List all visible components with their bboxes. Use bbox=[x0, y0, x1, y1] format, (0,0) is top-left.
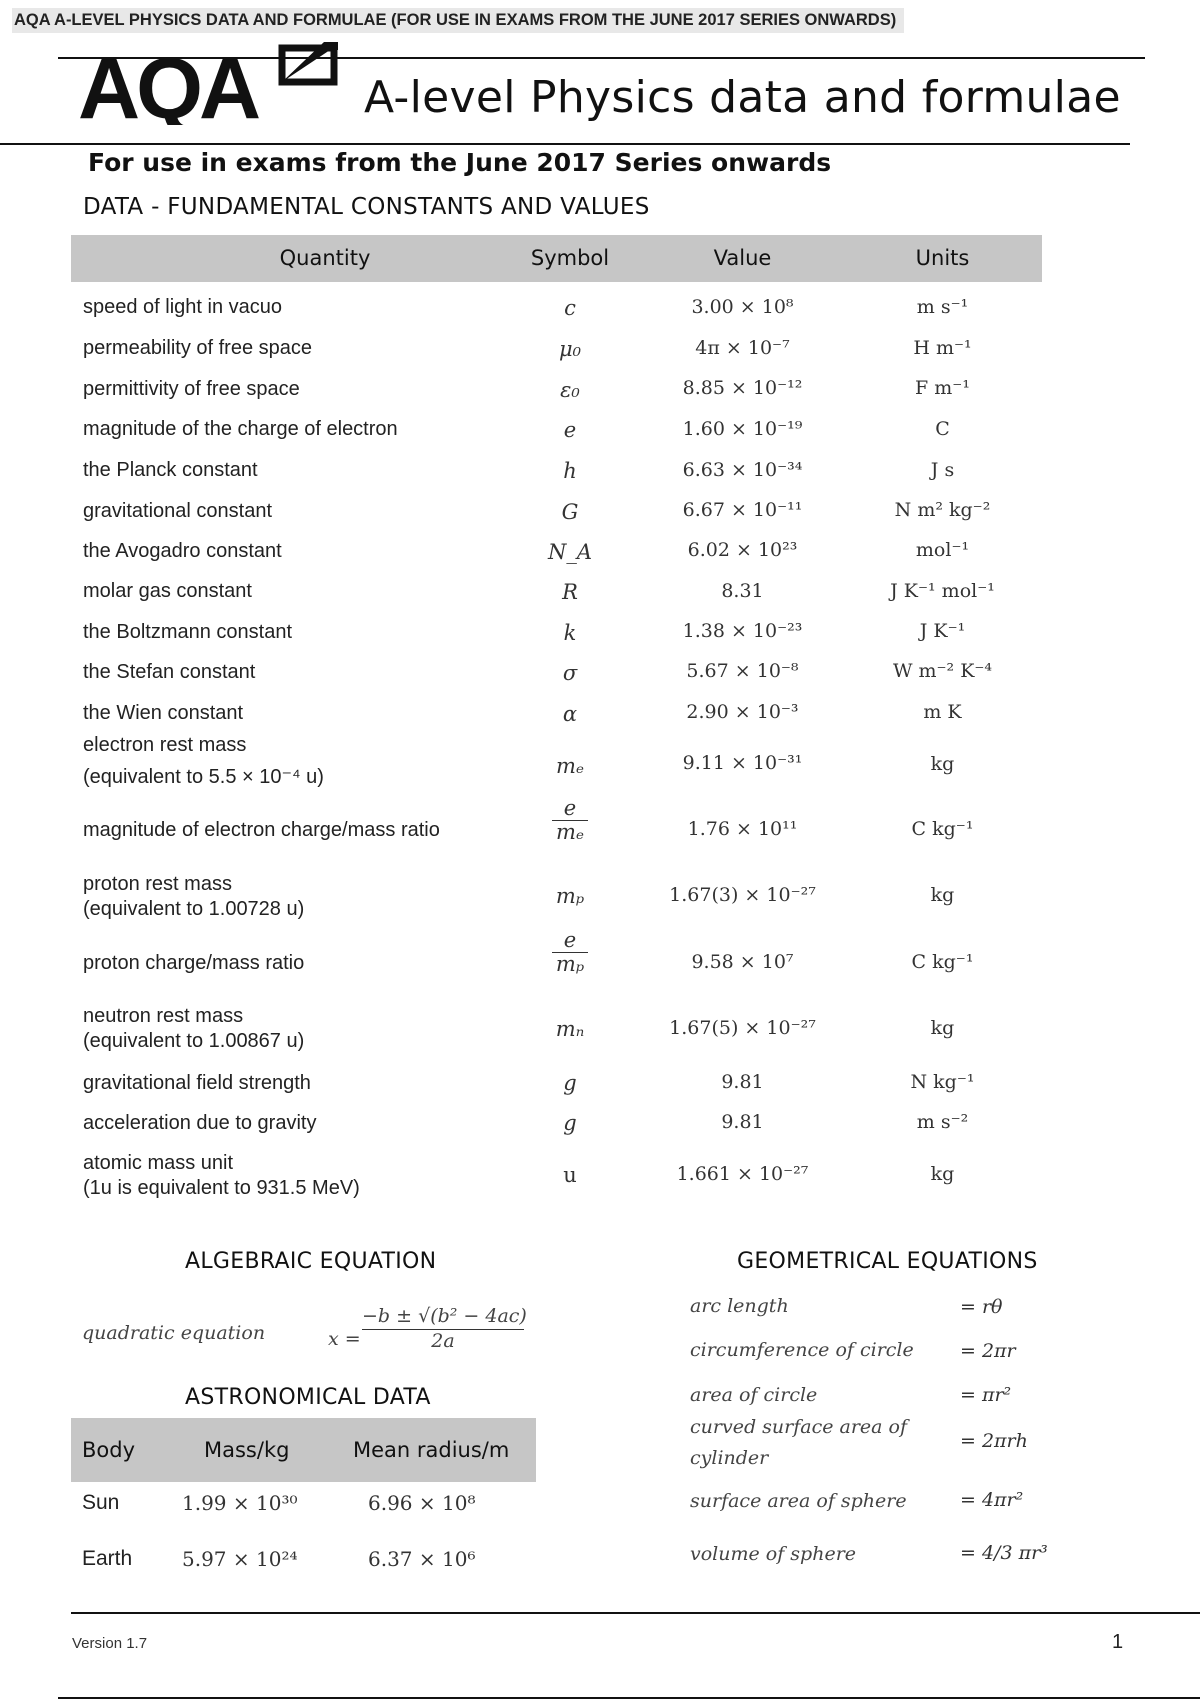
table-row-value: 8.85 × 10⁻¹² bbox=[682, 377, 803, 399]
table-row-symbol: mₑ bbox=[555, 754, 585, 778]
table-row-value: 1.60 × 10⁻¹⁹ bbox=[682, 418, 803, 440]
geo-row-label: volume of sphere bbox=[690, 1543, 857, 1565]
page-title: A-level Physics data and formulae bbox=[364, 72, 1121, 123]
table-row-quantity: gravitational field strength bbox=[83, 1072, 311, 1094]
symbol-numerator: e bbox=[552, 797, 588, 821]
table-row-value: 9.11 × 10⁻³¹ bbox=[682, 752, 803, 774]
page-number: 1 bbox=[1112, 1631, 1124, 1653]
version-label: Version 1.7 bbox=[72, 1635, 148, 1652]
table-row-quantity: speed of light in vacuo bbox=[83, 296, 283, 318]
footer-rule-bottom bbox=[58, 1697, 1200, 1699]
table-row-units: kg bbox=[930, 1017, 955, 1039]
astro-row-radius: 6.37 × 10⁶ bbox=[368, 1547, 476, 1571]
table-row-symbol: u bbox=[563, 1163, 577, 1187]
quadratic-numerator: −b ± √(b² − 4ac) bbox=[362, 1305, 524, 1330]
table-row-quantity: acceleration due to gravity bbox=[83, 1112, 317, 1134]
astro-row-body: Earth bbox=[82, 1547, 133, 1570]
table-row-value: 1.661 × 10⁻²⁷ bbox=[676, 1163, 809, 1185]
table-row-units: C bbox=[935, 418, 950, 440]
table-row-units: J K⁻¹ mol⁻¹ bbox=[890, 580, 995, 602]
astro-row-radius: 6.96 × 10⁸ bbox=[368, 1491, 476, 1515]
geo-row-label: surface area of sphere bbox=[690, 1490, 907, 1512]
table-row-symbol: ε₀ bbox=[560, 378, 580, 402]
document-banner: AQA A-LEVEL PHYSICS DATA AND FORMULAE (FOR USE IN EXAMS FROM THE JUNE 2017 SERIES ONWARDS) bbox=[12, 8, 904, 33]
table-row-units: H m⁻¹ bbox=[913, 337, 972, 359]
quadratic-lhs: x = bbox=[328, 1328, 361, 1350]
col-header-value: Value bbox=[713, 246, 772, 270]
astro-row-body: Sun bbox=[82, 1491, 120, 1514]
table-row-units: m s⁻² bbox=[916, 1111, 969, 1133]
geometrical-section-title: GEOMETRICAL EQUATIONS bbox=[737, 1249, 1038, 1274]
table-row-symbol: c bbox=[564, 296, 576, 320]
geo-row-formula: = rθ bbox=[960, 1296, 1003, 1318]
table-row-symbol: σ bbox=[562, 661, 578, 685]
table-row-symbol: g bbox=[563, 1111, 577, 1135]
table-row-value: 9.81 bbox=[721, 1071, 764, 1093]
table-row-value: 5.67 × 10⁻⁸ bbox=[686, 660, 799, 682]
table-row-quantity bbox=[83, 733, 324, 790]
table-row-units: kg bbox=[930, 1163, 955, 1185]
table-row-symbol: g bbox=[563, 1071, 577, 1095]
quantity-main: proton rest mass bbox=[83, 873, 232, 895]
table-row-quantity: permeability of free space bbox=[83, 337, 313, 359]
quantity-note: (1u is equivalent to 931.5 MeV) bbox=[83, 1177, 360, 1199]
table-row-quantity: proton charge/mass ratio bbox=[83, 952, 305, 974]
quantity-note: (equivalent to 5.5 × 10⁻⁴ u) bbox=[83, 766, 324, 788]
table-row-quantity: the Avogadro constant bbox=[83, 540, 282, 562]
table-row-symbol: k bbox=[563, 621, 577, 645]
aqa-logo bbox=[76, 40, 346, 125]
astro-col-mass: Mass/kg bbox=[204, 1438, 290, 1462]
quadratic-equation-label: quadratic equation bbox=[82, 1322, 266, 1344]
page-subtitle: For use in exams from the June 2017 Series onwards bbox=[88, 148, 832, 177]
quantity-note: (equivalent to 1.00867 u) bbox=[83, 1030, 305, 1052]
table-row-symbol: mₙ bbox=[555, 1017, 585, 1041]
quantity-main: electron rest mass bbox=[83, 734, 247, 756]
table-row-units: W m⁻² K⁻⁴ bbox=[892, 660, 993, 682]
astro-row-mass: 5.97 × 10²⁴ bbox=[182, 1547, 298, 1571]
col-header-symbol: Symbol bbox=[530, 246, 610, 270]
quadratic-fraction bbox=[362, 1305, 527, 1352]
table-row-symbol: R bbox=[562, 580, 578, 604]
table-row-units: mol⁻¹ bbox=[915, 539, 970, 561]
table-row-units: C kg⁻¹ bbox=[911, 951, 974, 973]
quantity-main: neutron rest mass bbox=[83, 1005, 244, 1027]
astronomical-section-title: ASTRONOMICAL DATA bbox=[185, 1385, 431, 1410]
geo-row-label: curved surface area of cylinder bbox=[690, 1416, 907, 1469]
quantity-note: (equivalent to 1.00728 u) bbox=[83, 898, 305, 920]
table-row-value: 9.58 × 10⁷ bbox=[691, 951, 794, 973]
table-row-quantity: gravitational constant bbox=[83, 500, 273, 522]
geo-row-formula: = 4πr² bbox=[960, 1489, 1024, 1511]
table-row-symbol: h bbox=[563, 459, 577, 483]
table-row-value: 6.67 × 10⁻¹¹ bbox=[682, 499, 803, 521]
table-row-quantity bbox=[83, 1151, 360, 1201]
aqa-logo-text: AQA bbox=[78, 41, 258, 125]
geo-row-formula: = 2πr bbox=[960, 1340, 1016, 1362]
table-row-quantity: the Planck constant bbox=[83, 459, 258, 481]
table-row-value: 1.67(3) × 10⁻²⁷ bbox=[669, 884, 816, 906]
table-row-quantity bbox=[83, 1004, 304, 1054]
table-row-symbol: α bbox=[562, 702, 578, 726]
table-row-quantity: the Boltzmann constant bbox=[83, 621, 293, 643]
geo-row-formula: = πr² bbox=[960, 1384, 1012, 1406]
table-row-symbol: μ₀ bbox=[558, 337, 582, 361]
table-row-quantity bbox=[83, 872, 304, 922]
table-row-quantity: magnitude of the charge of electron bbox=[83, 418, 398, 440]
table-row-units: kg bbox=[930, 884, 955, 906]
algebraic-section-title: ALGEBRAIC EQUATION bbox=[185, 1249, 437, 1274]
table-row-units: m s⁻¹ bbox=[916, 296, 969, 318]
table-row-units: N m² kg⁻² bbox=[894, 499, 991, 521]
table-row-value: 9.81 bbox=[721, 1111, 764, 1133]
table-row-value: 1.38 × 10⁻²³ bbox=[682, 620, 803, 642]
table-row-symbol bbox=[525, 797, 615, 844]
geo-row-label: area of circle bbox=[690, 1384, 818, 1406]
table-row-units: C kg⁻¹ bbox=[911, 818, 974, 840]
table-row-quantity: molar gas constant bbox=[83, 580, 252, 602]
table-row-symbol bbox=[525, 929, 615, 976]
geo-row-label: arc length bbox=[690, 1295, 789, 1317]
table-row-quantity: permittivity of free space bbox=[83, 378, 300, 400]
col-header-units: Units bbox=[915, 246, 970, 270]
table-row-value: 4π × 10⁻⁷ bbox=[695, 337, 790, 359]
table-row-value: 1.76 × 10¹¹ bbox=[687, 818, 798, 840]
geo-row-label: circumference of circle bbox=[690, 1339, 914, 1361]
astro-row-mass: 1.99 × 10³⁰ bbox=[182, 1491, 298, 1515]
table-row-quantity: magnitude of electron charge/mass ratio bbox=[83, 819, 440, 841]
symbol-denominator: mₚ bbox=[555, 952, 585, 977]
table-row-units: m K bbox=[923, 701, 962, 723]
table-row-units: N kg⁻¹ bbox=[910, 1071, 975, 1093]
table-row-value: 6.63 × 10⁻³⁴ bbox=[682, 459, 803, 481]
table-row-units: F m⁻¹ bbox=[915, 377, 970, 399]
table-row-units: J s bbox=[930, 459, 955, 481]
table-row-symbol: mₚ bbox=[555, 884, 585, 908]
geo-row-formula: = 4/3 πr³ bbox=[960, 1542, 1048, 1564]
footer-rule-top bbox=[71, 1612, 1200, 1614]
table-row-value: 2.90 × 10⁻³ bbox=[686, 701, 799, 723]
table-row-units: kg bbox=[930, 753, 955, 775]
symbol-numerator: e bbox=[552, 929, 588, 953]
table-row-symbol: e bbox=[563, 418, 577, 442]
table-row-symbol: N_A bbox=[547, 540, 593, 564]
table-row-value: 3.00 × 10⁸ bbox=[691, 296, 794, 318]
constants-section-title: DATA - FUNDAMENTAL CONSTANTS AND VALUES bbox=[83, 194, 650, 220]
table-row-value: 1.67(5) × 10⁻²⁷ bbox=[669, 1017, 816, 1039]
astro-col-radius: Mean radius/m bbox=[353, 1438, 510, 1462]
quadratic-denominator: 2a bbox=[431, 1330, 455, 1352]
table-row-quantity: the Wien constant bbox=[83, 702, 244, 724]
astro-col-body: Body bbox=[82, 1438, 136, 1462]
table-row-value: 8.31 bbox=[721, 580, 764, 602]
geo-row-formula: = 2πrh bbox=[960, 1430, 1028, 1452]
table-row-symbol: G bbox=[561, 500, 579, 524]
header-rule-bottom bbox=[0, 143, 1130, 145]
symbol-denominator: mₑ bbox=[555, 820, 585, 845]
col-header-quantity: Quantity bbox=[279, 246, 371, 270]
quantity-main: atomic mass unit bbox=[83, 1152, 234, 1174]
table-row-quantity: the Stefan constant bbox=[83, 661, 256, 683]
table-row-units: J K⁻¹ bbox=[919, 620, 966, 642]
table-row-value: 6.02 × 10²³ bbox=[687, 539, 798, 561]
